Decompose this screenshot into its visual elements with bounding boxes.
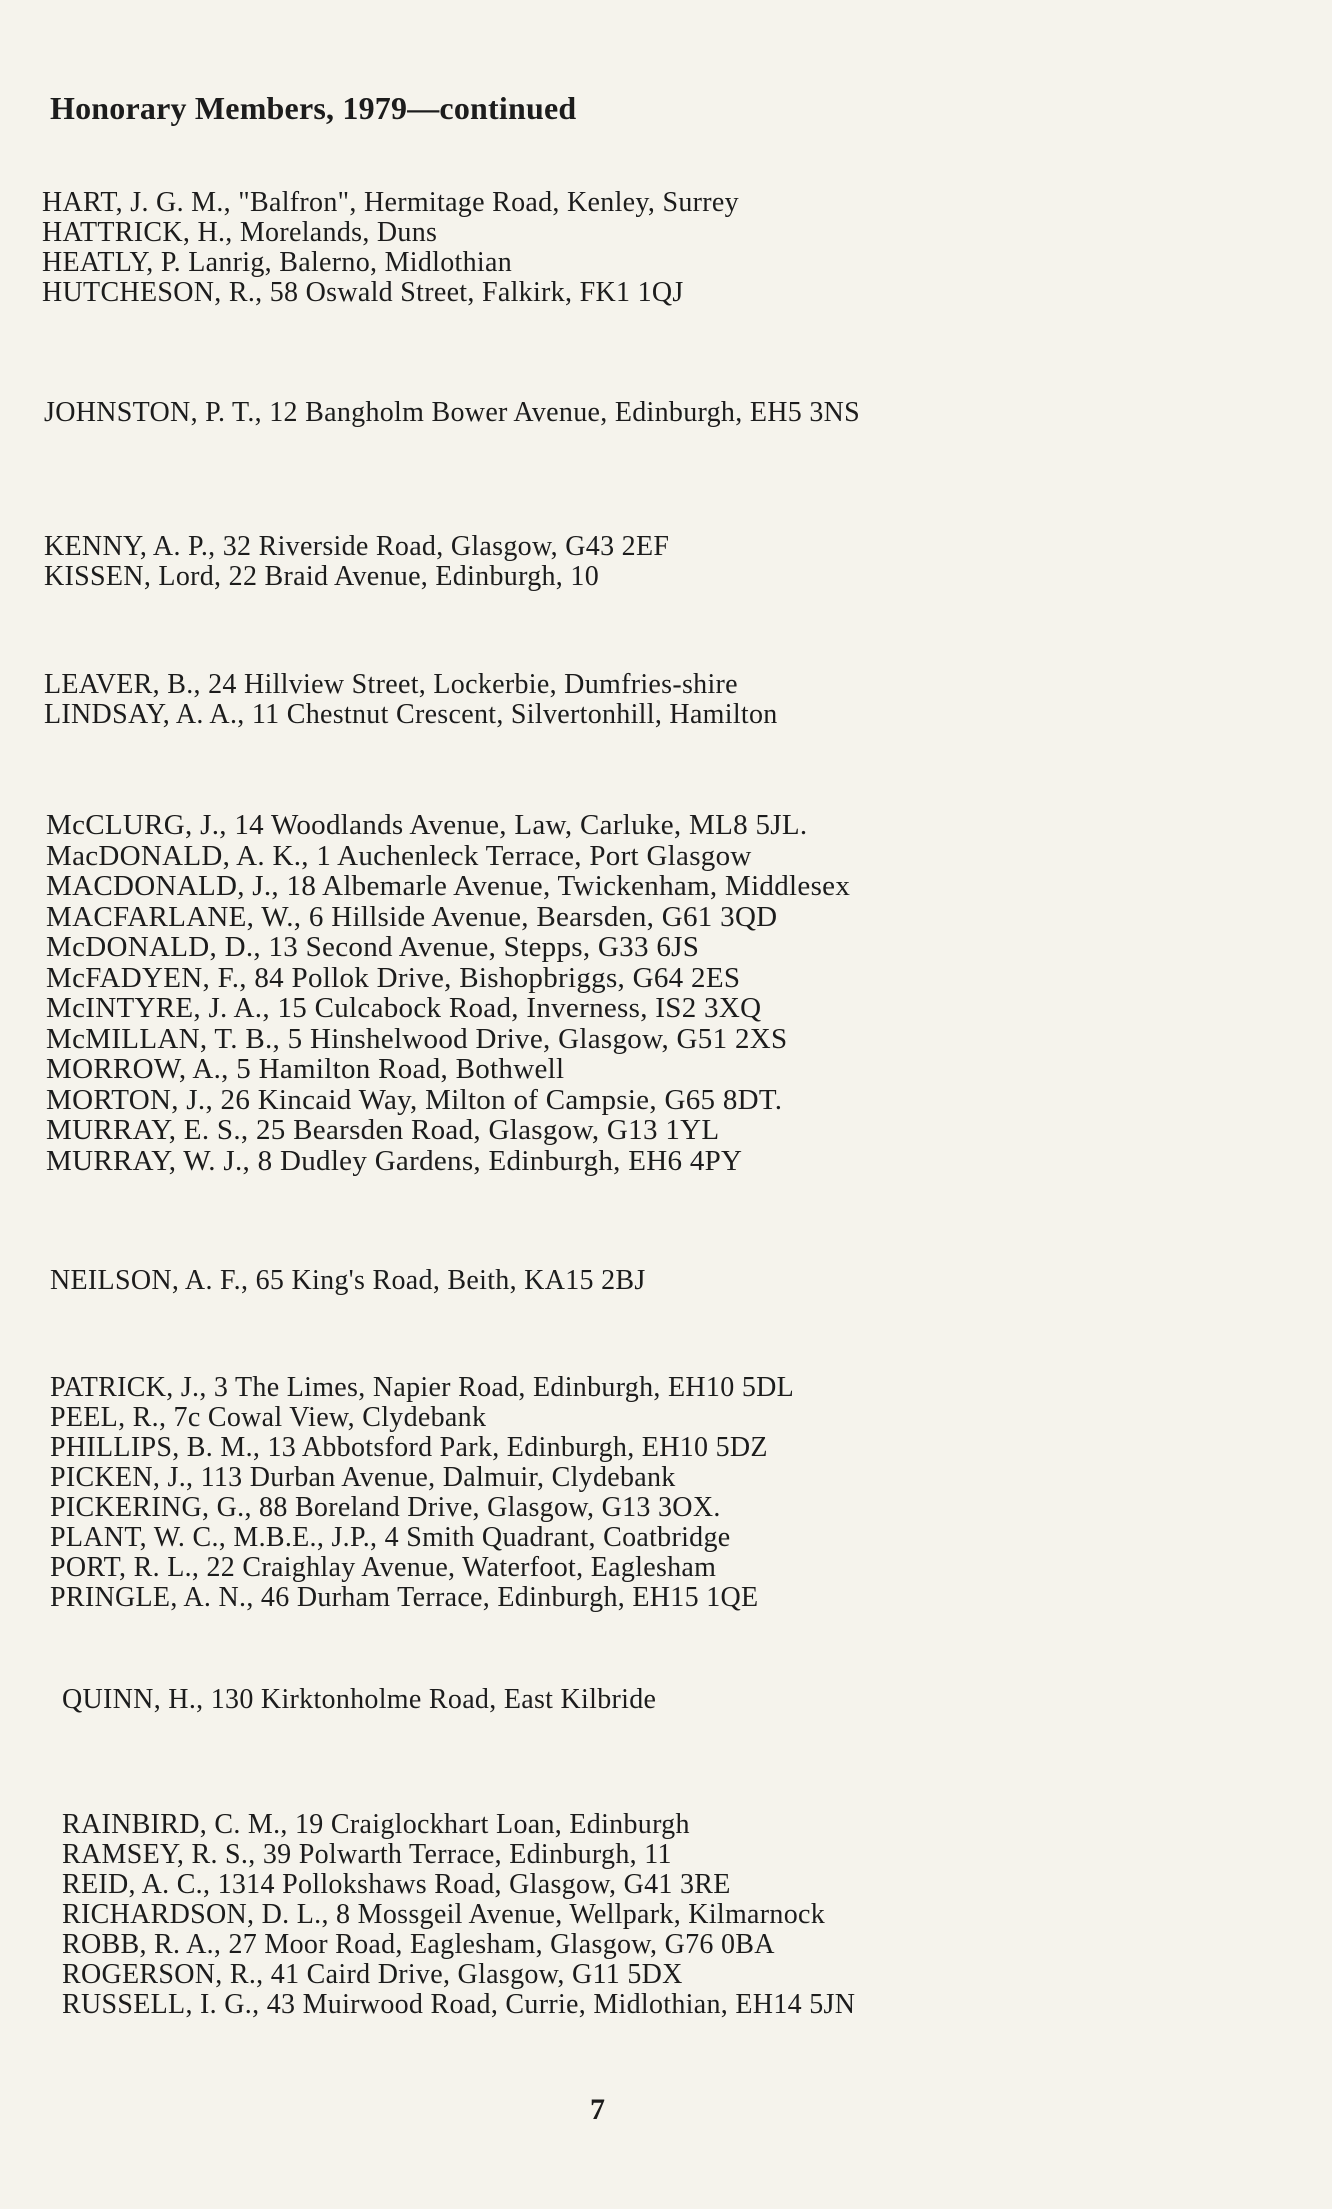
member-entry: MURRAY, W. J., 8 Dudley Gardens, Edinburgh, EH6 4PY <box>46 1144 743 1177</box>
member-entry: McDONALD, D., 13 Second Avenue, Stepps, G33 6JS <box>46 931 700 963</box>
member-entry: RUSSELL, I. G., 43 Muirwood Road, Currie, Midlothian, EH14 5JN <box>62 1989 856 2020</box>
member-entry: RAINBIRD, C. M., 19 Craiglockhart Loan, Edinburgh <box>62 1809 690 1840</box>
member-entry: PHILLIPS, B. M., 13 Abbotsford Park, Edinburgh, EH10 5DZ <box>50 1432 768 1463</box>
member-entry: HUTCHESON, R., 58 Oswald Street, Falkirk, FK1 1QJ <box>42 277 684 308</box>
member-group-p <box>50 1373 1332 1613</box>
member-group-k <box>44 532 1332 592</box>
member-entry: McMILLAN, T. B., 5 Hinshelwood Drive, Glasgow, G51 2XS <box>46 1022 788 1055</box>
member-group-q <box>62 1685 1332 1715</box>
member-entry: LINDSAY, A. A., 11 Chestnut Crescent, Silvertonhill, Hamilton <box>44 699 778 730</box>
member-entry: PORT, R. L., 22 Craighlay Avenue, Waterfoot, Eaglesham <box>50 1552 717 1583</box>
member-entry: HEATLY, P. Lanrig, Balerno, Midlothian <box>42 247 513 278</box>
member-entry: JOHNSTON, P. T., 12 Bangholm Bower Avenue, Edinburgh, EH5 3NS <box>44 397 861 428</box>
member-entry: KENNY, A. P., 32 Riverside Road, Glasgow, G43 2EF <box>44 531 670 562</box>
member-entry: MACFARLANE, W., 6 Hillside Avenue, Bearsden, G61 3QD <box>46 900 778 933</box>
member-entry: MORTON, J., 26 Kincaid Way, Milton of Campsie, G65 8DT. <box>46 1083 783 1116</box>
member-entry: PEEL, R., 7c Cowal View, Clydebank <box>50 1402 487 1433</box>
member-entry: PICKERING, G., 88 Boreland Drive, Glasgow, G13 3OX. <box>50 1492 721 1523</box>
section-heading: Honorary Members, 1979—continued <box>50 90 577 126</box>
member-entry: REID, A. C., 1314 Pollokshaws Road, Glasgow, G41 3RE <box>62 1869 731 1900</box>
member-entry: KISSEN, Lord, 22 Braid Avenue, Edinburgh, 10 <box>44 561 600 592</box>
member-entry: MURRAY, E. S., 25 Bearsden Road, Glasgow, G13 1YL <box>46 1114 720 1146</box>
member-entry: NEILSON, A. F., 65 King's Road, Beith, KA15 2BJ <box>50 1265 646 1296</box>
member-group-r <box>62 1810 1332 2020</box>
member-entry: MacDONALD, A. K., 1 Auchenleck Terrace, Port Glasgow <box>46 839 752 872</box>
member-entry: PICKEN, J., 113 Durban Avenue, Dalmuir, Clydebank <box>50 1462 676 1493</box>
member-entry: HATTRICK, H., Morelands, Duns <box>42 217 438 248</box>
member-group-h <box>42 188 1332 308</box>
member-entry: RICHARDSON, D. L., 8 Mossgeil Avenue, Wellpark, Kilmarnock <box>62 1899 826 1930</box>
member-group-j <box>44 398 1332 428</box>
member-entry: McFADYEN, F., 84 Pollok Drive, Bishopbriggs, G64 2ES <box>46 961 741 994</box>
member-entry: LEAVER, B., 24 Hillview Street, Lockerbie, Dumfries-shire <box>44 669 738 700</box>
page-number: 7 <box>590 2093 605 2126</box>
member-entry: PATRICK, J., 3 The Limes, Napier Road, Edinburgh, EH10 5DL <box>50 1372 795 1403</box>
member-entry: McCLURG, J., 14 Woodlands Avenue, Law, Carluke, ML8 5JL. <box>46 809 808 841</box>
member-entry: ROBB, R. A., 27 Moor Road, Eaglesham, Glasgow, G76 0BA <box>62 1929 775 1960</box>
member-entry: PRINGLE, A. N., 46 Durham Terrace, Edinburgh, EH15 1QE <box>50 1582 759 1613</box>
member-entry: McINTYRE, J. A., 15 Culcabock Road, Inverness, IS2 3XQ <box>46 992 762 1024</box>
member-entry: MACDONALD, J., 18 Albemarle Avenue, Twickenham, Middlesex <box>46 870 851 902</box>
member-entry: MORROW, A., 5 Hamilton Road, Bothwell <box>46 1053 565 1085</box>
member-group-n <box>50 1266 1332 1296</box>
member-group-m <box>46 810 1332 1176</box>
member-entry: RAMSEY, R. S., 39 Polwarth Terrace, Edinburgh, 11 <box>62 1839 672 1870</box>
member-entry: ROGERSON, R., 41 Caird Drive, Glasgow, G11 5DX <box>62 1959 683 1990</box>
member-entry: HART, J. G. M., "Balfron", Hermitage Road, Kenley, Surrey <box>42 187 739 218</box>
member-entry: PLANT, W. C., M.B.E., J.P., 4 Smith Quadrant, Coatbridge <box>50 1522 731 1553</box>
member-group-l <box>44 670 1332 730</box>
member-entry: QUINN, H., 130 Kirktonholme Road, East Kilbride <box>62 1684 657 1715</box>
